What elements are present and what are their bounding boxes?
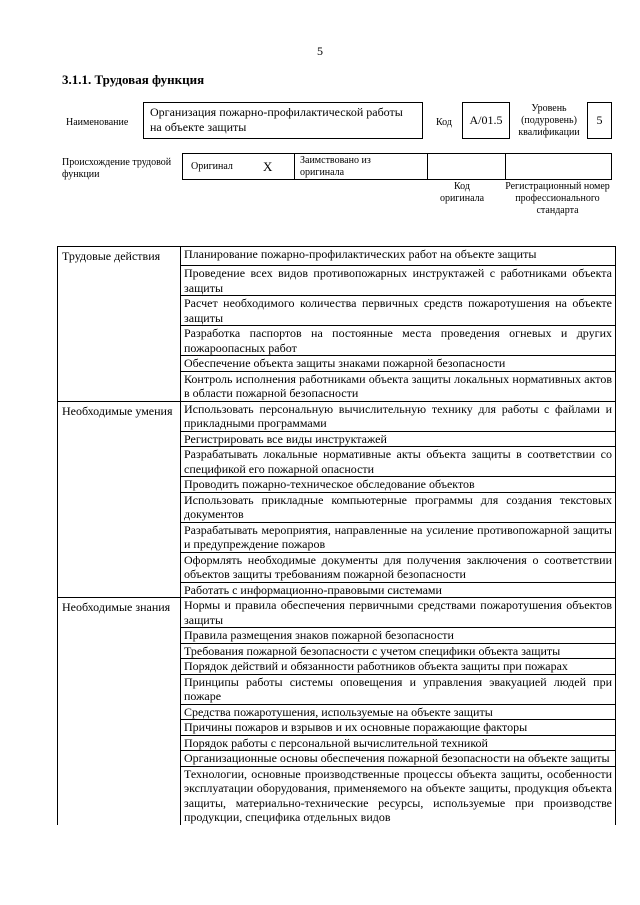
table-cell: Работать с информационно-правовыми системами	[181, 582, 616, 598]
table-cell: Использовать прикладные компьютерные программы для создания текстовых документов	[181, 492, 616, 522]
code-label: Код	[436, 117, 452, 128]
table-row	[58, 751, 616, 767]
divider	[505, 154, 506, 179]
category-cell	[58, 720, 181, 736]
table-row	[58, 659, 616, 675]
table-cell: Средства пожаротушения, используемые на объекте защиты	[181, 704, 616, 720]
table-cell: Разрабатывать локальные нормативные акты объекта защиты в соответствии со спецификой его пожарной опасности	[181, 447, 616, 477]
category-cell	[58, 751, 181, 767]
divider	[294, 154, 295, 179]
category-cell	[58, 522, 181, 552]
table-cell: Правила размещения знаков пожарной безопасности	[181, 628, 616, 644]
page-number: 5	[317, 44, 323, 58]
table-cell: Организационные основы обеспечения пожарной безопасности на объекте защиты	[181, 751, 616, 767]
table-cell: Порядок действий и обязанности работников объекта защиты при пожарах	[181, 659, 616, 675]
table-row	[58, 247, 616, 266]
category-cell	[58, 492, 181, 522]
original-label: Оригинал	[191, 161, 233, 172]
table-row	[58, 674, 616, 704]
category-cell	[58, 371, 181, 401]
table-row	[58, 371, 616, 401]
table-row	[58, 296, 616, 326]
origin-row	[182, 153, 612, 180]
divider	[427, 154, 428, 179]
table-cell: Оформлять необходимые документы для получения заключения о соответствии объектов защиты требованиям пожарной безопасности	[181, 552, 616, 582]
table-cell: Порядок работы с персональной вычислительной техникой	[181, 735, 616, 751]
table-row	[58, 401, 616, 431]
table-row	[58, 735, 616, 751]
name-label: Наименование	[66, 117, 129, 128]
category-cell	[58, 704, 181, 720]
table-row	[58, 552, 616, 582]
table-row	[58, 643, 616, 659]
labor-function-table	[57, 246, 616, 825]
category-cell	[58, 582, 181, 598]
category-cell	[58, 552, 181, 582]
table-cell: Принципы работы системы оповещения и управления эвакуацией людей при пожаре	[181, 674, 616, 704]
table-cell: Проведение всех видов противопожарных инструктажей с работниками объекта защиты	[181, 266, 616, 296]
category-cell	[58, 266, 181, 296]
table-cell: Требования пожарной безопасности с учетом специфики объекта защиты	[181, 643, 616, 659]
table-cell: Проводить пожарно-техническое обследование объектов	[181, 477, 616, 493]
table-row	[58, 356, 616, 372]
table-cell: Контроль исполнения работниками объекта защиты локальных нормативных актов в области пожарной безопасности	[181, 371, 616, 401]
table-cell: Разрабатывать мероприятия, направленные на усиление противопожарной защиты и предупреждение пожаров	[181, 522, 616, 552]
table-row	[58, 431, 616, 447]
category-cell	[58, 296, 181, 326]
category-cell	[58, 643, 181, 659]
reg-number-caption: Регистрационный номер профессионального стандарта	[505, 181, 610, 216]
table-row	[58, 326, 616, 356]
category-cell	[58, 628, 181, 644]
table-row	[58, 266, 616, 296]
table-cell: Разработка паспортов на постоянные места проведения огневых и других пожароопасных работ	[181, 326, 616, 356]
name-value: Организация пожарно-профилактической работы на объекте защиты	[143, 102, 423, 139]
table-row	[58, 522, 616, 552]
table-row	[58, 704, 616, 720]
category-cell	[58, 326, 181, 356]
table-cell: Расчет необходимого количества первичных средств пожаротушения на объекте защиты	[181, 296, 616, 326]
table-cell: Обеспечение объекта защиты знаками пожарной безопасности	[181, 356, 616, 372]
table-row	[58, 492, 616, 522]
table-row	[58, 766, 616, 825]
table-cell: Нормы и правила обеспечения первичными средствами пожаротушения объектов защиты	[181, 598, 616, 628]
category-cell: Необходимые умения	[58, 401, 181, 431]
table-cell: Причины пожаров и взрывов и их основные поражающие факторы	[181, 720, 616, 736]
table-cell: Регистрировать все виды инструктажей	[181, 431, 616, 447]
original-mark: X	[263, 159, 273, 174]
category-cell	[58, 659, 181, 675]
table-row	[58, 582, 616, 598]
code-original-caption: Код оригинала	[439, 181, 485, 204]
level-value: 5	[587, 102, 612, 139]
table-cell: Использовать персональную вычислительную технику для работы с файлами и прикладными программами	[181, 401, 616, 431]
table-row	[58, 628, 616, 644]
origin-label: Происхождение трудовой функции	[62, 157, 172, 180]
code-value: А/01.5	[462, 102, 510, 139]
category-cell	[58, 766, 181, 825]
category-cell: Необходимые знания	[58, 598, 181, 628]
category-cell	[58, 477, 181, 493]
category-cell	[58, 447, 181, 477]
category-cell: Трудовые действия	[58, 247, 181, 266]
table-row	[58, 720, 616, 736]
table-cell: Планирование пожарно-профилактических работ на объекте защиты	[181, 247, 616, 266]
table-row	[58, 477, 616, 493]
category-cell	[58, 431, 181, 447]
borrowed-label: Заимствовано из оригинала	[300, 155, 371, 178]
table-cell: Технологии, основные производственные процессы объекта защиты, особенности эксплуатации оборудования, применяемого на объекте защиты, продукция объекта защиты, материально-технические ресурсы, используемые при производстве продукции, специфика отдельных видов	[181, 766, 616, 825]
category-cell	[58, 674, 181, 704]
table-row	[58, 598, 616, 628]
level-label: Уровень (подуровень) квалификации	[518, 103, 580, 138]
table-row	[58, 447, 616, 477]
category-cell	[58, 356, 181, 372]
section-title: 3.1.1. Трудовая функция	[62, 72, 205, 87]
category-cell	[58, 735, 181, 751]
